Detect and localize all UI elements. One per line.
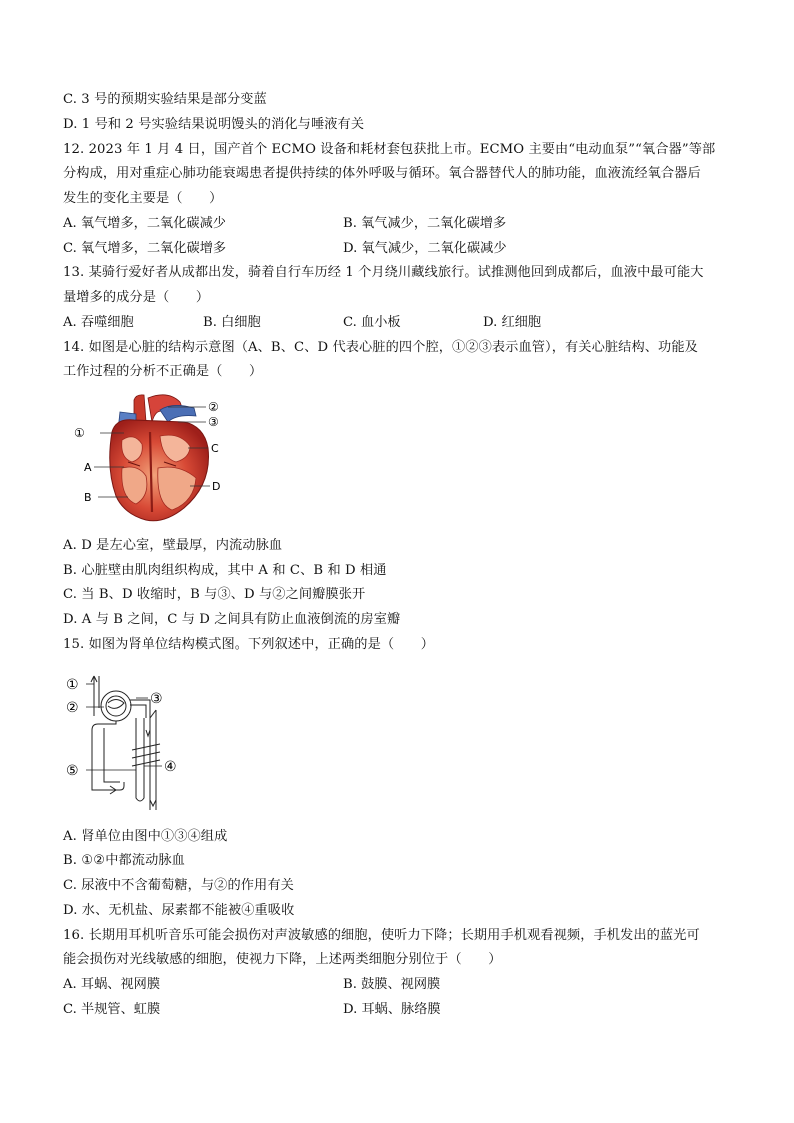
q12-stem-line3: 发生的变化主要是（ ） [63,191,223,206]
heart-label-a: A [84,461,92,474]
q12-option-d: D. 氧气减少，二氧化碳减少 [343,241,507,256]
q15-option-b: B. ①②中都流动脉血 [63,853,185,868]
heart-label-d: D [212,480,221,493]
nephron-label-2: ② [66,700,79,716]
q12-stem-line1: 12. 2023 年 1 月 4 日，国产首个 ECMO 设备和耗材套包获批上市。ECMO 主要由“电动血泵”“氧合器”等部 [63,142,716,157]
q13-stem-line1: 13. 某骑行爱好者从成都出发，骑着自行车历经 1 个月绕川藏线旅行。试推测他回到成都后，血液中最可能大 [63,265,704,280]
q16-option-c: C. 半规管、虹膜 [63,1002,161,1017]
nephron-label-3: ③ [150,691,163,707]
q15-option-c: C. 尿液中不含葡萄糖，与②的作用有关 [63,878,294,893]
q12-stem-line2: 分构成，用对重症心肺功能衰竭患者提供持续的体外呼吸与循环。氧合器替代人的肺功能，血液流经氧合器后 [63,166,701,181]
q13-option-a: A. 吞噬细胞 [63,315,134,330]
nephron-label-5: ⑤ [66,763,79,779]
heart-diagram [72,392,232,528]
q13-option-d: D. 红细胞 [483,315,542,330]
q14-option-c: C. 当 B、D 收缩时，B 与③、D 与②之间瓣膜张开 [63,587,366,602]
q14-option-b: B. 心脏壁由肌肉组织构成，其中 A 和 C、B 和 D 相通 [63,563,387,578]
q14-option-a: A. D 是左心室，壁最厚，内流动脉血 [63,538,283,553]
arrow-down-icon [150,800,156,806]
q11-option-c: C. 3 号的预期实验结果是部分变蓝 [63,92,267,107]
q13-stem-line2: 量增多的成分是（ ） [63,290,210,305]
q12-option-b: B. 氧气减少，二氧化碳增多 [343,216,507,231]
q12-option-c: C. 氧气增多，二氧化碳增多 [63,241,227,256]
q16-stem-line1: 16. 长期用耳机听音乐可能会损伤对声波敏感的细胞，使听力下降；长期用手机观看视频，手机发出的蓝光可 [63,928,700,943]
heart-label-2: ② [208,400,219,414]
nephron-label-4: ④ [164,759,177,775]
q16-option-d: D. 耳蜗、脉络膜 [343,1002,441,1017]
heart-label-b: B [84,491,92,504]
q12-option-a: A. 氧气增多，二氧化碳减少 [63,216,226,231]
q15-option-a: A. 肾单位由图中①③④组成 [63,829,228,844]
q15-option-d: D. 水、无机盐、尿素都不能被④重吸收 [63,903,295,918]
q16-option-a: A. 耳蜗、视网膜 [63,977,161,992]
nephron-label-1: ① [66,677,79,693]
nephron-structure [92,676,156,810]
q15-stem-line1: 15. 如图为肾单位结构模式图。下列叙述中，正确的是（ ） [63,637,435,652]
heart-shape [110,395,209,521]
q14-stem-line1: 14. 如图是心脏的结构示意图（A、B、C、D 代表心脏的四个腔，①②③表示血管），有关心脏结构、功能及 [63,340,698,355]
q14-stem-line2: 工作过程的分析不正确是（ ） [63,364,263,379]
q13-option-c: C. 血小板 [343,315,401,330]
arrow-down-icon [146,730,150,736]
q16-option-b: B. 鼓膜、视网膜 [343,977,441,992]
q11-option-d: D. 1 号和 2 号实验结果说明馒头的消化与唾液有关 [63,117,365,132]
q14-option-d: D. A 与 B 之间，C 与 D 之间具有防止血液倒流的房室瓣 [63,612,401,627]
heart-label-1: ① [74,426,85,440]
q16-stem-line2: 能会损伤对光线敏感的细胞，使视力下降，上述两类细胞分别位于（ ） [63,952,502,967]
heart-label-c: C [211,442,219,455]
q13-option-b: B. 白细胞 [203,315,261,330]
heart-label-3: ③ [208,415,219,429]
nephron-diagram [64,670,194,810]
